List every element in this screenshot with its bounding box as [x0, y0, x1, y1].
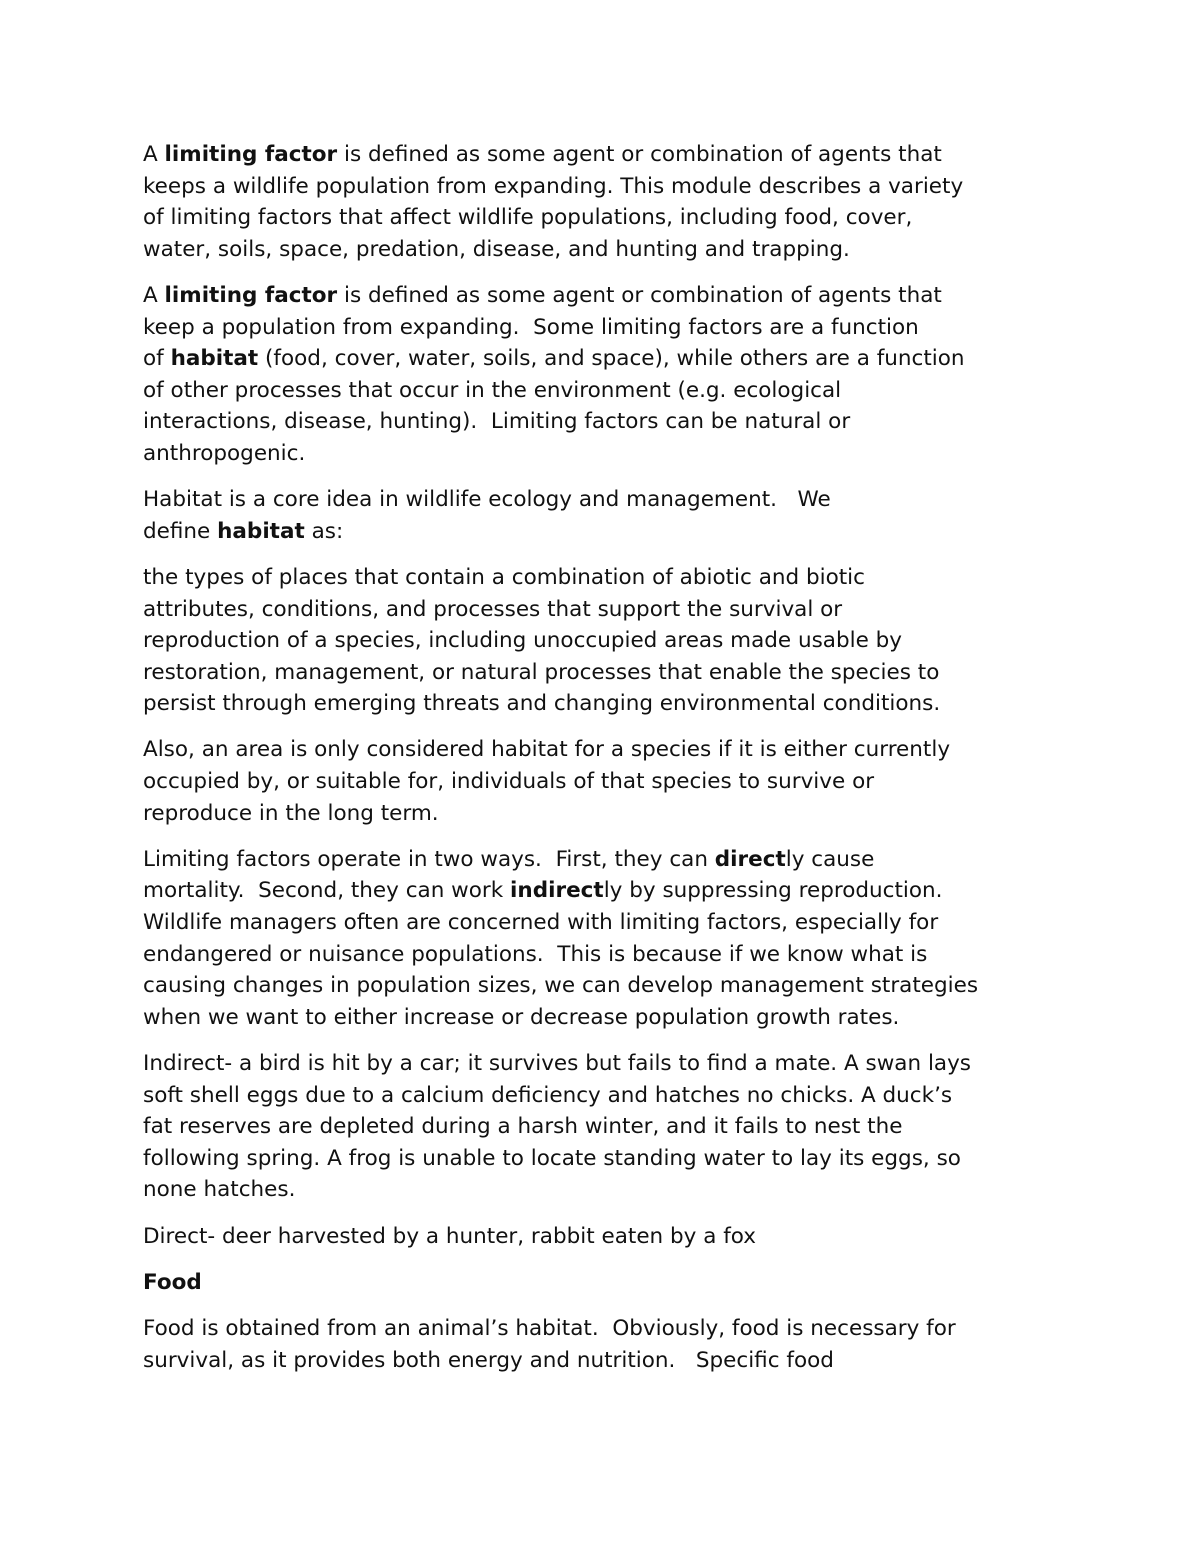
bold-term-habitat: habitat — [170, 346, 259, 372]
text-run: ly cause — [785, 846, 875, 872]
document-page — [143, 139, 1073, 1391]
text-line: Indirect- a bird is hit by a car; it survives but fails to find a mate. A swan lays — [143, 1051, 972, 1076]
text-line: causing changes in population sizes, we can develop management strategies — [143, 973, 979, 999]
paragraph-indirect-examples — [143, 1048, 1073, 1206]
text-line — [143, 280, 1073, 312]
text-run: A — [143, 282, 165, 308]
text-run: A — [143, 142, 165, 167]
text-line: reproduce in the long term. — [143, 800, 439, 826]
text-run: is defined as some agent or combination of agents that — [337, 282, 942, 308]
text-line: persist through emerging threats and changing environmental conditions. — [143, 691, 941, 717]
text-line — [143, 516, 1073, 548]
paragraph-food — [143, 1313, 1073, 1376]
section-heading-food: Food — [143, 1269, 202, 1295]
text-line: endangered or nuisance populations. This is because if we know what is — [143, 941, 928, 967]
text-line — [143, 844, 1073, 876]
text-line: reproduction of a species, including unoccupied areas made usable by — [143, 628, 903, 654]
text-line: keep a population from expanding. Some limiting factors are a function — [143, 314, 919, 340]
bold-term-indirect: indirect — [510, 878, 604, 904]
text-run: is defined as some agent or combination of agents that — [337, 142, 942, 167]
text-line: Also, an area is only considered habitat for a species if it is either currently — [143, 737, 951, 763]
text-line: fat reserves are depleted during a harsh winter, and it fails to nest the — [143, 1114, 903, 1140]
text-line: Habitat is a core idea in wildlife ecology and management. We — [143, 487, 831, 513]
text-line: the types of places that contain a combination of abiotic and biotic — [143, 564, 865, 590]
bold-term-limiting-factor: limiting factor — [164, 282, 338, 308]
text-line: anthropogenic. — [143, 440, 306, 466]
text-line: attributes, conditions, and processes that support the survival or — [143, 596, 843, 622]
bold-term-habitat: habitat — [217, 518, 305, 544]
text-line: following spring. A frog is unable to locate standing water to lay its eggs, so — [143, 1145, 961, 1171]
paragraph-habitat-definition — [143, 562, 1073, 720]
bold-term-direct: direct — [714, 846, 786, 872]
paragraph-direct-examples — [143, 1221, 1073, 1253]
text-run: as: — [304, 518, 344, 544]
text-line: Food is obtained from an animal’s habitat. Obviously, food is necessary for — [143, 1315, 956, 1341]
text-line: keeps a wildlife population from expanding. This module describes a variety — [143, 173, 964, 199]
text-line: Direct- deer harvested by a hunter, rabbit eaten by a fox — [143, 1223, 757, 1249]
text-line: when we want to either increase or decrease population growth rates. — [143, 1004, 900, 1030]
text-run: define — [143, 518, 218, 544]
text-line: interactions, disease, hunting). Limiting factors can be natural or — [143, 409, 851, 435]
text-run: ly by suppressing reproduction. — [603, 878, 943, 904]
text-line: soft shell eggs due to a calcium deficiency and hatches no chicks. A duck’s — [143, 1082, 953, 1108]
paragraph-limiting-factor-definition — [143, 280, 1073, 470]
paragraph-habitat-occupancy — [143, 734, 1073, 829]
text-line: Wildlife managers often are concerned with limiting factors, especially for — [143, 910, 939, 936]
bold-term-limiting-factor: limiting factor — [164, 142, 338, 167]
text-line: none hatches. — [143, 1177, 296, 1203]
paragraph-limiting-factor-intro — [143, 139, 1073, 265]
text-line: water, soils, space, predation, disease, and hunting and trapping. — [143, 236, 850, 262]
text-line: of limiting factors that affect wildlife populations, including food, cover, — [143, 205, 913, 231]
text-line — [143, 875, 1073, 907]
paragraph-habitat-intro — [143, 484, 1073, 547]
paragraph-two-ways — [143, 844, 1073, 1034]
text-line — [143, 343, 1073, 375]
text-line — [143, 139, 1073, 171]
text-run: Limiting factors operate in two ways. First, they can — [143, 846, 715, 872]
text-run: of — [143, 346, 171, 372]
text-line: restoration, management, or natural processes that enable the species to — [143, 659, 940, 685]
text-run: mortality. Second, they can work — [143, 878, 511, 904]
text-line: occupied by, or suitable for, individuals of that species to survive or — [143, 769, 875, 795]
text-line: survival, as it provides both energy and nutrition. Specific food — [143, 1347, 834, 1373]
text-run: (food, cover, water, soils, and space), while others are a function — [258, 346, 965, 372]
text-line: of other processes that occur in the environment (e.g. ecological — [143, 377, 842, 403]
